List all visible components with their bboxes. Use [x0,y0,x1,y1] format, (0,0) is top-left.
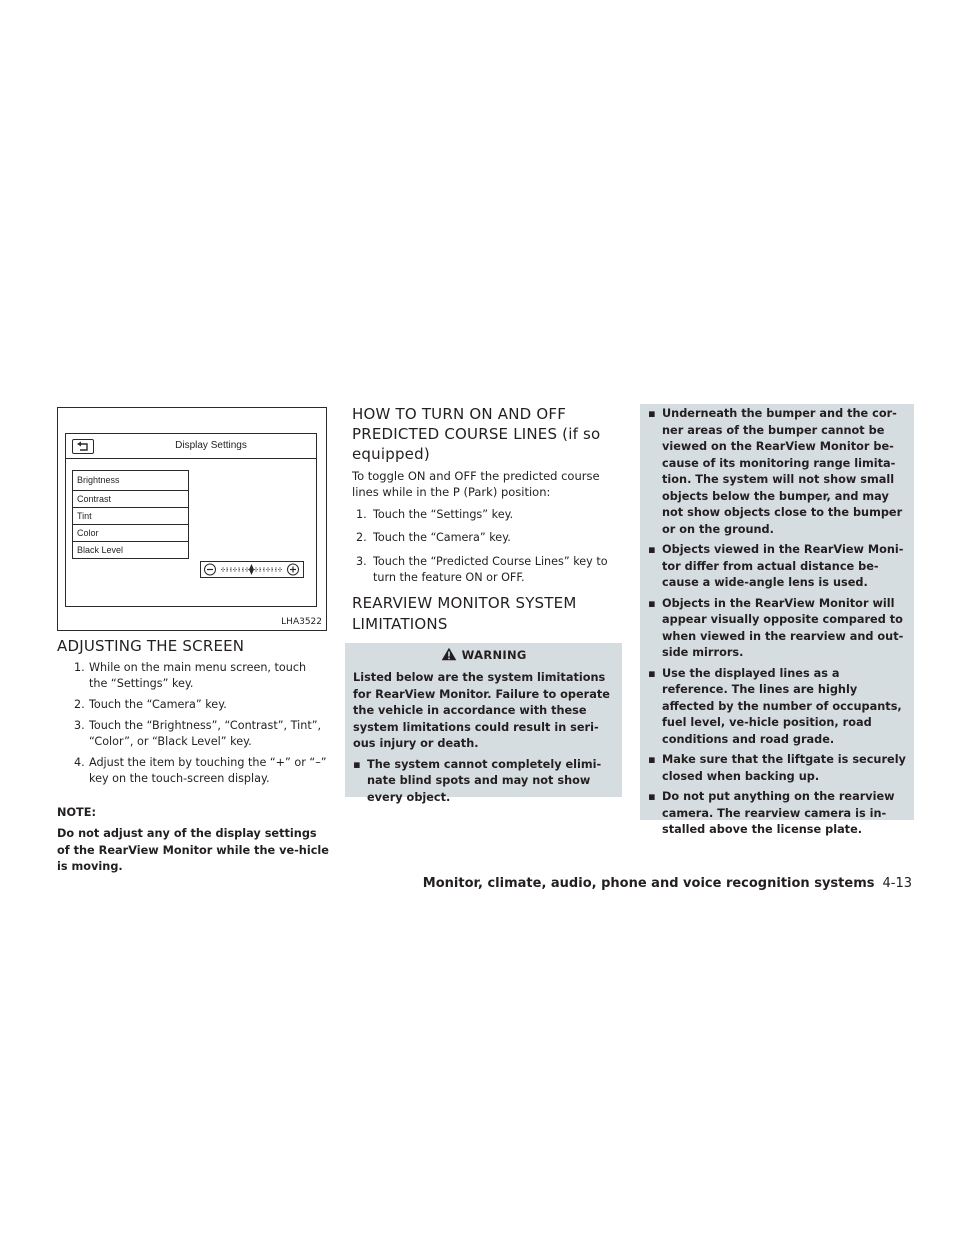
step-text: Touch the “Settings” key. [373,508,514,521]
step-number: 2. [356,531,367,544]
bullet-text: Objects in the RearView Monitor will appear visually opposite compared to when viewed in the rearview and out-side mirrors. [662,596,904,659]
step-text: Touch the “Predicted Course Lines” key to turn the feature ON or OFF. [373,555,608,584]
bullet-icon: ▪ [648,790,656,803]
adjusting-heading: ADJUSTING THE SCREEN [57,637,245,655]
adjusting-step-2 [74,697,328,713]
display-settings-screen [65,433,317,607]
bullet-text: Make sure that the liftgate is securely closed when backing up. [662,753,906,783]
display-settings-figure [57,407,327,631]
bullet-icon: ▪ [648,407,656,420]
note-text: Do not adjust any of the display settings of the RearView Monitor while the ve-hicle is moving. [57,827,329,873]
screen-title: Display Settings [175,440,247,451]
bullet-text: Use the displayed lines as a reference. The lines are highly affected by the number of occupants, fuel level, ve-hicle position, road conditions and road grade. [662,666,902,746]
bullet-text: Do not put anything on the rearview camera. The rearview camera is in-stalled above the license plate. [662,790,895,836]
warning-triangle-icon [441,647,457,661]
bullet-icon: ▪ [648,666,656,680]
bullet-text: The system cannot completely elimi-nate blind spots and may not show every object. [367,757,602,804]
step-text: Touch the “Brightness”, “Contrast”, Tint”, “Color”, or “Black Level” key. [89,719,322,748]
warning-header [353,647,615,662]
step-text: Touch the “Camera” key. [373,531,511,544]
step-text: Touch the “Camera” key. [89,698,227,711]
limitation-bullet [648,406,908,538]
step-number: 1. [74,661,85,674]
adjusting-step-4 [74,755,328,787]
page-footer [423,876,912,891]
menu-item-tint: Tint [73,507,188,524]
note-label: NOTE: [57,806,96,819]
plus-icon [288,564,299,575]
course-step-1 [356,507,622,523]
limitation-bullet [648,542,908,592]
step-number: 2. [74,698,85,711]
adjust-slider [200,561,304,578]
adjusting-step-3 [74,718,328,750]
course-lines-heading: HOW TO TURN ON AND OFF PREDICTED COURSE LINES (if so equipped) [352,405,601,463]
step-number: 3. [74,719,85,732]
slider-thumb-icon [249,564,254,575]
bullet-text: Underneath the bumper and the cor-ner areas of the bumper cannot be viewed on the RearView Monitor be-cause of its monitoring range limita-tion. The system will not show small objects below the bumper, and may not show objects close to the bumper or on the ground. [662,407,903,536]
step-number: 4. [74,756,85,769]
minus-icon [205,564,216,575]
step-number: 3. [356,555,367,568]
limitation-bullet [648,596,908,662]
course-step-2 [356,530,622,546]
course-lines-intro: To toggle ON and OFF the predicted course lines while in the P (Park) position: [352,469,600,499]
bullet-icon: ▪ [353,757,361,771]
menu-item-color: Color [73,524,188,541]
warning-intro: Listed below are the system limitations for RearView Monitor. Failure to operate the vehicle in accordance with these system limitations could result in seri-ous injury or death. [353,671,610,750]
step-number: 1. [356,508,367,521]
limitation-bullet [648,752,908,785]
warning-label: WARNING [461,648,527,662]
bullet-icon: ▪ [648,753,656,766]
menu-item-contrast: Contrast [73,490,188,507]
menu-item-black-level: Black Level [73,541,188,558]
limitation-bullet [353,757,615,807]
page-number: 4-13 [882,876,912,891]
course-step-3 [356,554,622,586]
slider-graphic [201,562,303,577]
footer-section-title: Monitor, climate, audio, phone and voice recognition systems [422,876,875,891]
adjusting-step-1 [74,660,328,692]
bullet-text: Objects viewed in the RearView Moni-tor differ from actual distance be-cause a wide-angle lens is used. [662,543,904,589]
warning-box-continued [640,404,914,836]
limitation-bullet [648,789,908,839]
settings-menu [72,470,189,559]
bullet-icon: ▪ [648,543,656,556]
figure-code: LHA3522 [281,617,322,627]
bullet-icon: ▪ [648,596,656,610]
limitation-bullet [648,666,908,749]
step-text: Adjust the item by touching the “+” or “–” key on the touch-screen display. [89,756,327,785]
menu-item-brightness: Brightness [77,475,120,485]
limitations-heading: REARVIEW MONITOR SYSTEM LIMITATIONS [352,594,577,633]
step-text: While on the main menu screen, touch the “Settings” key. [89,661,307,690]
screen-header [66,434,316,459]
warning-box [345,643,622,804]
